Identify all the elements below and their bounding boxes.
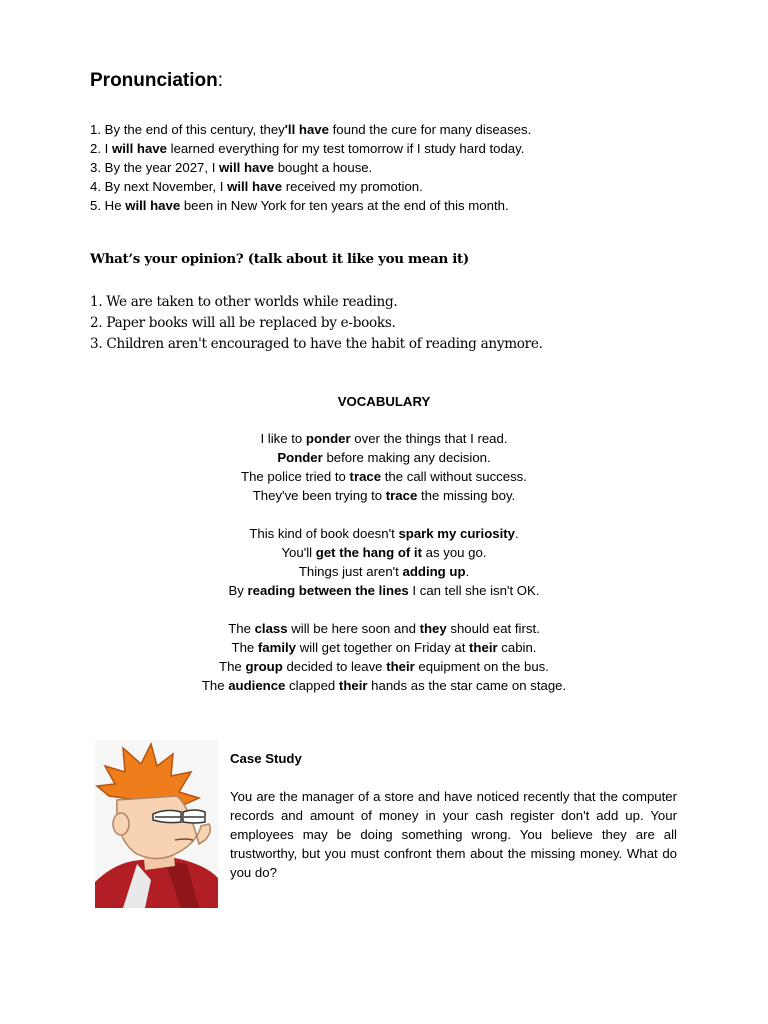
vocabulary-term: their bbox=[386, 659, 415, 674]
sentence-text: I like to bbox=[260, 431, 306, 446]
list-item bbox=[90, 158, 531, 177]
sentence-text: before making any decision. bbox=[322, 450, 491, 465]
list-item: 2. Paper books will all be replaced by e-books. bbox=[90, 315, 396, 331]
vocabulary-term: their bbox=[469, 640, 498, 655]
item-text: He bbox=[104, 198, 126, 213]
vocabulary-sentence bbox=[0, 448, 768, 467]
vocabulary-sentence bbox=[0, 638, 768, 657]
vocabulary-term: class bbox=[254, 621, 288, 636]
vocabulary-term: Ponder bbox=[277, 450, 323, 465]
sentence-text: They've been trying to bbox=[252, 488, 386, 503]
item-text: I bbox=[104, 141, 112, 156]
sentence-text: as you go. bbox=[422, 545, 487, 560]
item-text: learned everything for my test tomorrow if I study hard today. bbox=[166, 141, 525, 156]
list-item bbox=[90, 139, 531, 158]
vocabulary-term: their bbox=[338, 678, 368, 693]
opinion-list bbox=[90, 292, 543, 355]
item-number: 2. bbox=[90, 141, 105, 156]
vocabulary-sentence bbox=[0, 562, 768, 581]
vocabulary-sentence bbox=[0, 429, 768, 448]
cartoon-character-icon bbox=[95, 740, 218, 908]
case-study-title: Case Study bbox=[230, 751, 302, 766]
sentence-text: The bbox=[231, 640, 258, 655]
case-study-body: You are the manager of a store and have noticed recently that the computer records and amount of money in your cash register don't add up. Your employees may be doing something wrong. You believe they are all trustworthy, but you must confront them about the missing money. What do you do? bbox=[230, 789, 677, 880]
vocabulary-term: they bbox=[419, 621, 447, 636]
vocabulary-term: audience bbox=[228, 678, 286, 693]
sentence-text: clapped bbox=[285, 678, 339, 693]
sentence-text: cabin. bbox=[497, 640, 537, 655]
pronunciation-list bbox=[90, 120, 531, 215]
item-text: By the end of this century, they bbox=[104, 122, 285, 137]
vocabulary-term: spark my curiosity bbox=[398, 526, 515, 541]
sentence-text: decided to leave bbox=[282, 659, 387, 674]
opinion-heading: What’s your opinion? (talk about it like you mean it) bbox=[90, 251, 469, 267]
sentence-text: The bbox=[219, 659, 246, 674]
vocabulary-sentence bbox=[0, 543, 768, 562]
vocabulary-term: adding up bbox=[402, 564, 466, 579]
sentence-text: equipment on the bus. bbox=[414, 659, 549, 674]
sentence-text: By bbox=[228, 583, 248, 598]
vocabulary-sentence bbox=[0, 581, 768, 600]
item-text: By the year 2027, I bbox=[104, 160, 220, 175]
case-study-image bbox=[95, 740, 218, 908]
sentence-text: The bbox=[201, 678, 229, 693]
vocabulary-term: get the hang of it bbox=[315, 545, 422, 560]
sentence-text: . bbox=[465, 564, 470, 579]
item-bold: will have bbox=[219, 160, 275, 175]
vocabulary-title: VOCABULARY bbox=[337, 394, 431, 409]
vocabulary-sentence bbox=[0, 676, 768, 695]
vocabulary-term: family bbox=[257, 640, 297, 655]
vocabulary-sentence bbox=[0, 619, 768, 638]
list-item bbox=[90, 177, 531, 196]
vocabulary-groups bbox=[0, 429, 768, 695]
item-text: By next November, I bbox=[104, 179, 228, 194]
vocabulary-term: trace bbox=[385, 488, 418, 503]
vocabulary-term: group bbox=[245, 659, 283, 674]
sentence-text: will get together on Friday at bbox=[296, 640, 470, 655]
vocabulary-sentence bbox=[0, 524, 768, 543]
item-text: bought a house. bbox=[274, 160, 373, 175]
vocabulary-term: reading between the lines bbox=[247, 583, 409, 598]
item-number: 5. bbox=[90, 198, 105, 213]
item-number: 3. bbox=[90, 160, 105, 175]
sentence-text: The bbox=[228, 621, 255, 636]
sentence-text: over the things that I read. bbox=[350, 431, 508, 446]
pronunciation-title: Pronunciation bbox=[90, 70, 218, 91]
sentence-text: the call without success. bbox=[381, 469, 527, 484]
vocabulary-sentence bbox=[0, 486, 768, 505]
vocabulary-sentence bbox=[0, 467, 768, 486]
sentence-text: You'll bbox=[281, 545, 316, 560]
item-bold: will have bbox=[227, 179, 283, 194]
vocabulary-sentence bbox=[0, 657, 768, 676]
sentence-text: will be here soon and bbox=[287, 621, 420, 636]
sentence-text: should eat first. bbox=[446, 621, 540, 636]
list-item: 1. We are taken to other worlds while reading. bbox=[90, 294, 398, 310]
pronunciation-heading bbox=[90, 70, 223, 92]
vocabulary-term: trace bbox=[349, 469, 382, 484]
item-text: received my promotion. bbox=[282, 179, 423, 194]
list-item bbox=[90, 196, 531, 215]
sentence-text: The police tried to bbox=[241, 469, 350, 484]
vocabulary-group bbox=[0, 524, 768, 600]
sentence-text: I can tell she isn't OK. bbox=[408, 583, 540, 598]
list-item: 3. Children aren't encouraged to have the habit of reading anymore. bbox=[90, 336, 543, 352]
sentence-text: the missing boy. bbox=[417, 488, 516, 503]
item-text: been in New York for ten years at the end of this month. bbox=[180, 198, 509, 213]
item-bold: will have bbox=[125, 198, 181, 213]
sentence-text: This kind of book doesn't bbox=[249, 526, 399, 541]
vocabulary-section bbox=[0, 392, 768, 714]
item-number: 4. bbox=[90, 179, 105, 194]
case-study bbox=[230, 749, 677, 882]
vocabulary-group bbox=[0, 429, 768, 505]
sentence-text: . bbox=[515, 526, 519, 541]
list-item bbox=[90, 120, 531, 139]
sentence-text: hands as the star came on stage. bbox=[367, 678, 567, 693]
sentence-text: Things just aren't bbox=[298, 564, 403, 579]
pronunciation-colon: : bbox=[217, 70, 224, 91]
item-number: 1. bbox=[90, 122, 105, 137]
vocabulary-group bbox=[0, 619, 768, 695]
item-bold: will have bbox=[112, 141, 167, 156]
vocabulary-term: ponder bbox=[305, 431, 351, 446]
item-text: found the cure for many diseases. bbox=[328, 122, 532, 137]
item-bold: 'll have bbox=[284, 122, 329, 137]
